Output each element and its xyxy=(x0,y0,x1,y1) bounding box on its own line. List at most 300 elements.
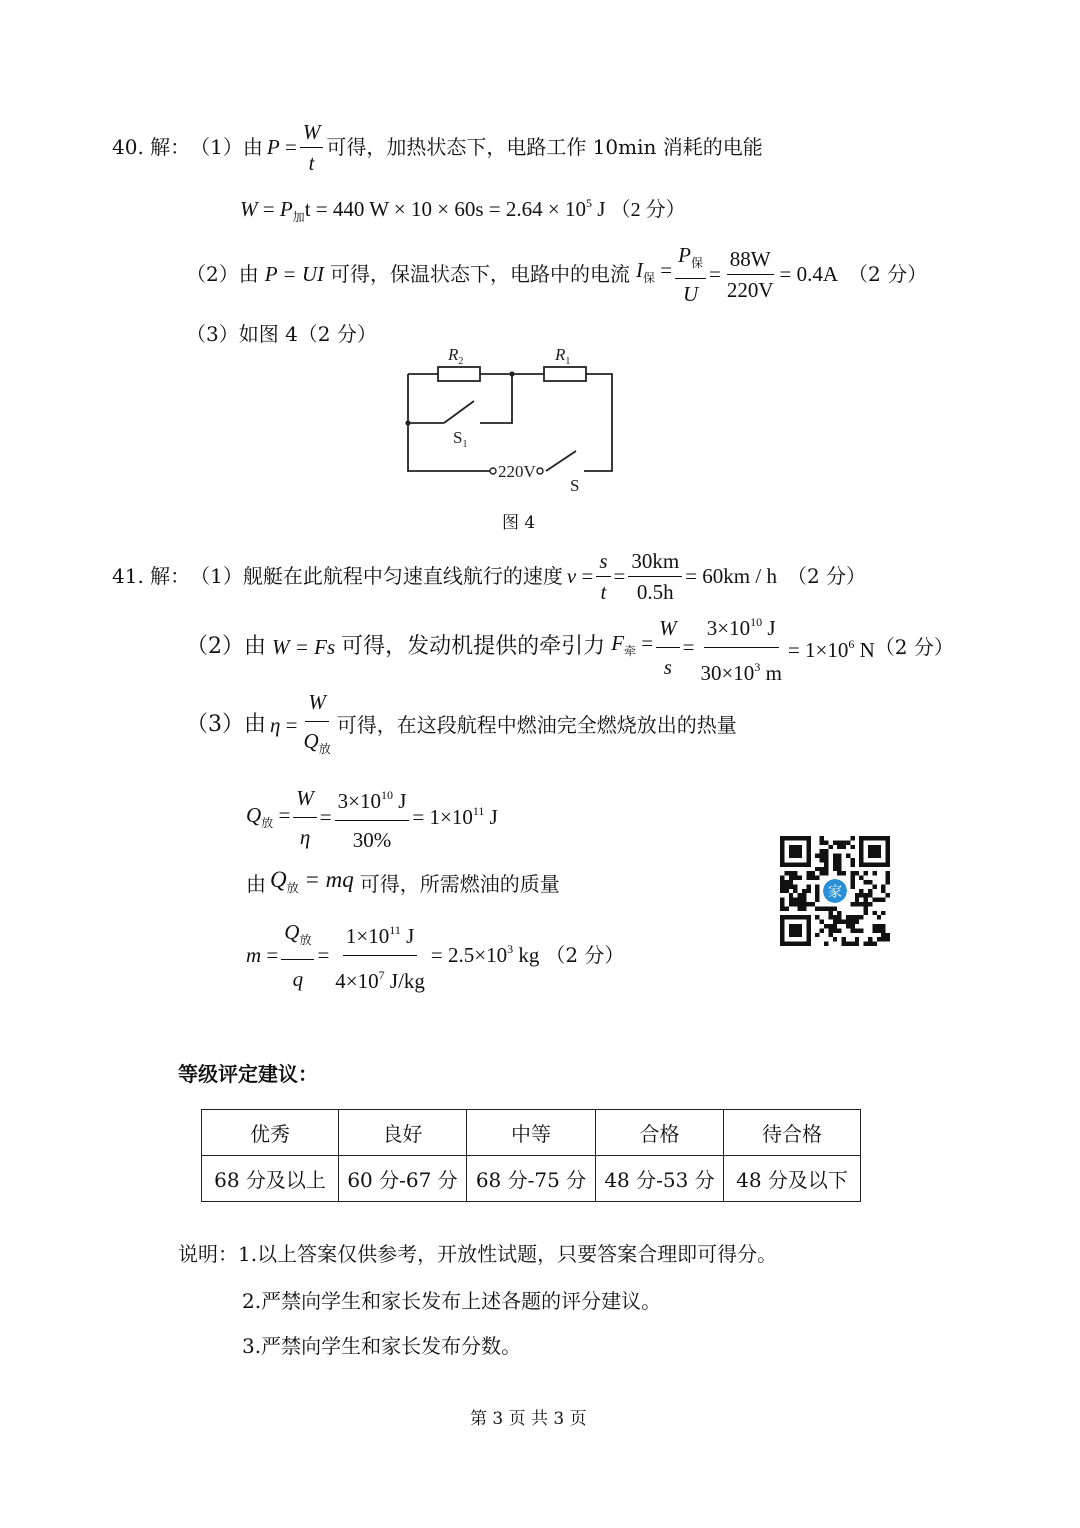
unit: m xyxy=(760,660,782,685)
var-i: I xyxy=(636,258,644,282)
frac-denominator: Q xyxy=(303,728,319,753)
exponent: 7 xyxy=(378,967,385,982)
qr-module xyxy=(842,840,846,844)
qr-module xyxy=(789,884,793,888)
exponent: 11 xyxy=(472,804,485,818)
qr-module xyxy=(855,871,859,875)
den-a: 4×10 xyxy=(335,968,379,993)
qr-module xyxy=(864,902,868,906)
result: = 60km / h xyxy=(685,564,777,588)
qr-module xyxy=(815,898,819,902)
qr-module xyxy=(828,924,832,928)
qr-module xyxy=(784,884,788,888)
sub-release: 放 xyxy=(286,881,299,895)
frac-denominator: t xyxy=(600,579,607,604)
qr-module xyxy=(837,840,841,844)
unit: J xyxy=(762,615,776,640)
frac-denominator: 30% xyxy=(352,827,392,852)
frac-numerator: W xyxy=(293,781,317,818)
fraction-s-t xyxy=(596,548,610,605)
qr-module xyxy=(868,902,872,906)
qr-module xyxy=(798,893,802,897)
qr-module xyxy=(780,889,784,893)
qr-module xyxy=(837,867,841,871)
qr-module xyxy=(855,893,859,897)
table-header-cell: 良好 xyxy=(339,1110,467,1156)
label-s1: S xyxy=(453,428,463,447)
sub-release: 放 xyxy=(299,932,312,947)
qr-module xyxy=(868,893,872,897)
exponent: 5 xyxy=(585,196,592,210)
qr-module xyxy=(850,928,854,932)
qr-module xyxy=(850,876,854,880)
qr-module xyxy=(820,928,824,932)
label-r1: R xyxy=(555,345,566,364)
qr-module xyxy=(872,871,876,875)
num-a: 1×10 xyxy=(345,923,390,948)
qr-module xyxy=(833,937,837,941)
qr-module xyxy=(828,928,832,932)
frac-denominator: q xyxy=(292,966,304,991)
qr-module xyxy=(789,893,793,897)
qr-module xyxy=(850,942,854,946)
qr-module xyxy=(850,862,854,866)
qr-module xyxy=(855,915,859,919)
unit: J xyxy=(591,197,606,221)
qr-module xyxy=(886,937,890,941)
note-item: 3.严禁向学生和家长发布分数。 xyxy=(242,1334,522,1358)
formula-w-fs: W = Fs xyxy=(272,635,336,659)
qr-module xyxy=(877,898,881,902)
num-a: 3×10 xyxy=(706,615,751,640)
note-item: 1.以上答案仅供参考，开放性试题，只要答案合理即可得分。 xyxy=(238,1242,778,1266)
qr-module xyxy=(811,871,815,875)
qr-module xyxy=(833,867,837,871)
frac-numerator: Q xyxy=(284,919,300,944)
qr-module xyxy=(824,858,828,862)
qr-module xyxy=(868,889,872,893)
qr-module xyxy=(789,898,793,902)
q41-mass-calc: m = $\frac{Q_放}{q}$ = $\frac{1\times 10^{11} J}{4\times 10^7 J/kg}$ = $2.5\times 10^3$ kg （2 分） xyxy=(246,920,624,990)
qr-module xyxy=(828,915,832,919)
qr-module xyxy=(881,937,885,941)
qr-module xyxy=(784,880,788,884)
qr-module xyxy=(824,906,828,910)
qr-module xyxy=(789,871,793,875)
table-header-cell: 待合格 xyxy=(724,1110,861,1156)
qr-module xyxy=(833,906,837,910)
frac-numerator: s xyxy=(596,548,610,577)
qr-module xyxy=(886,871,890,875)
qr-module xyxy=(850,902,854,906)
qr-module xyxy=(859,893,863,897)
qr-module xyxy=(855,920,859,924)
qr-module xyxy=(833,840,837,844)
exponent: 10 xyxy=(380,787,393,802)
qr-module xyxy=(780,884,784,888)
frac-denominator: 220V xyxy=(726,277,774,302)
q40-p1-lead: （1）由 xyxy=(190,135,263,159)
q40-number: 40. 解： xyxy=(112,135,191,159)
qr-module xyxy=(815,876,819,880)
qr-module xyxy=(789,902,793,906)
qr-module xyxy=(837,928,841,932)
var-v: v xyxy=(566,564,577,588)
qr-module xyxy=(824,871,828,875)
qr-module xyxy=(815,854,819,858)
qr-module xyxy=(855,898,859,902)
fraction-w-q xyxy=(301,685,334,766)
qr-module xyxy=(850,858,854,862)
terminal-left xyxy=(490,468,496,474)
qr-module xyxy=(798,876,802,880)
qr-module xyxy=(846,915,850,919)
qr-module xyxy=(881,889,885,893)
q40-p2-mid: 可得，保温状态下，电路中的电流 xyxy=(330,262,631,286)
wire xyxy=(480,374,512,423)
q41-p2-lead: （2）由 xyxy=(186,634,266,659)
qr-center-label: 家 xyxy=(827,884,843,901)
q41-mass-lead xyxy=(246,868,560,900)
exponent: 10 xyxy=(750,614,763,629)
qr-module xyxy=(780,880,784,884)
frac-denominator: U xyxy=(682,281,699,306)
qr-module xyxy=(864,893,868,897)
qr-module xyxy=(859,902,863,906)
qr-module xyxy=(881,884,885,888)
qr-module xyxy=(806,871,810,875)
qr-module xyxy=(846,942,850,946)
qr-module xyxy=(815,867,819,871)
q41-line1: 41. 解： （1）舰艇在此航程中匀速直线航行的速度 v = $\frac{s}{t}$ = $\frac{30km}{0.5h}$ = 60km / h （2 分） xyxy=(112,548,867,604)
lead: 由 xyxy=(246,872,266,896)
qr-module xyxy=(828,845,832,849)
qr-module xyxy=(815,933,819,937)
q41-p1-lead: （1）舰艇在此航程中匀速直线航行的速度 xyxy=(190,564,563,588)
qr-module xyxy=(837,920,841,924)
qr-module xyxy=(802,906,806,910)
qr-module xyxy=(877,915,881,919)
table-cell: 68 分-75 分 xyxy=(467,1156,596,1202)
qr-module xyxy=(864,880,868,884)
result: = 0.4A xyxy=(779,262,838,286)
qr-module xyxy=(824,942,828,946)
formula-p-ui: P = UI xyxy=(264,262,325,286)
resistor-r1 xyxy=(544,367,586,381)
qr-module xyxy=(872,924,876,928)
qr-module xyxy=(815,893,819,897)
qr-module xyxy=(864,911,868,915)
qr-module xyxy=(824,924,828,928)
qr-module xyxy=(833,924,837,928)
qr-module xyxy=(828,906,832,910)
qr-module xyxy=(828,911,832,915)
switch-s-blade xyxy=(546,451,576,471)
result: = 1×10 xyxy=(412,805,473,829)
qr-module xyxy=(793,876,797,880)
qr-module xyxy=(850,884,854,888)
label-s1-sub: 1 xyxy=(462,439,468,450)
calc-mid: t = 440 W × 10 × 60s = 2.64 × 10 xyxy=(304,197,586,221)
qr-module xyxy=(837,915,841,919)
fraction-88w-220v xyxy=(724,246,777,303)
qr-module xyxy=(784,889,788,893)
table-header-cell: 优秀 xyxy=(202,1110,339,1156)
qr-module xyxy=(872,911,876,915)
qr-module xyxy=(815,906,819,910)
note-item: 2.严禁向学生和家长发布上述各题的评分建议。 xyxy=(242,1289,662,1313)
exponent: 6 xyxy=(848,637,855,651)
qr-module xyxy=(780,876,784,880)
fraction-work-distance xyxy=(697,605,784,690)
resistor-r2 xyxy=(438,367,480,381)
qr-module xyxy=(850,924,854,928)
unit: J xyxy=(392,788,407,813)
score-label: （2 分） xyxy=(545,943,625,967)
exponent: 11 xyxy=(389,922,401,937)
qr-module xyxy=(842,871,846,875)
fraction-w-eta xyxy=(293,781,317,854)
table-row xyxy=(202,1110,861,1156)
qr-module xyxy=(872,942,876,946)
score-label: （2 分） xyxy=(786,564,867,588)
grading-table xyxy=(201,1109,861,1202)
qr-module xyxy=(815,889,819,893)
table-row xyxy=(202,1156,861,1202)
qr-module xyxy=(833,854,837,858)
svg-text:R2 xyxy=(447,345,463,367)
label-r1-sub: 1 xyxy=(565,356,571,367)
q40-p3: （3）如图 4（2 分） xyxy=(186,322,377,346)
qr-module xyxy=(820,849,824,853)
qr-code[interactable] xyxy=(780,836,890,946)
figure-caption: 图 4 xyxy=(502,513,536,533)
qr-module xyxy=(780,902,784,906)
frac-numerator: P xyxy=(678,242,691,267)
qr-module xyxy=(798,906,802,910)
var-q: Q xyxy=(270,867,287,892)
fraction-heat-value xyxy=(332,913,428,998)
qr-module xyxy=(833,928,837,932)
frac-numerator: W xyxy=(656,611,680,648)
fraction-30km-05h xyxy=(628,548,682,605)
exponent: 3 xyxy=(754,659,761,674)
qr-module xyxy=(850,836,854,840)
table-header-cell: 合格 xyxy=(596,1110,724,1156)
table-cell: 48 分-53 分 xyxy=(596,1156,724,1202)
qr-module xyxy=(837,854,841,858)
var-w: W xyxy=(240,197,258,221)
q41-p3-tail: 可得，在这段航程中燃油完全燃烧放出的热量 xyxy=(336,713,737,737)
qr-module xyxy=(868,880,872,884)
svg-text:R1 xyxy=(554,345,570,367)
fraction-q-q xyxy=(281,915,314,996)
qr-module xyxy=(842,920,846,924)
qr-module xyxy=(833,920,837,924)
qr-module xyxy=(886,876,890,880)
qr-module xyxy=(855,902,859,906)
q40-line2: （2）由 P = UI 可得，保温状态下，电路中的电流 $I_保$ = $\frac{P_保}{U}$ = $\frac{88W}{220V}$ = 0.4A （2 分） xyxy=(186,242,928,306)
qr-module xyxy=(850,845,854,849)
switch-s1-blade xyxy=(444,401,474,423)
qr-module xyxy=(846,840,850,844)
fraction-w-s xyxy=(656,611,680,684)
frac-denominator: 0.5h xyxy=(636,579,674,604)
exponent: 3 xyxy=(507,942,514,956)
qr-module xyxy=(855,928,859,932)
qr-module xyxy=(806,884,810,888)
qr-module xyxy=(828,933,832,937)
qr-module xyxy=(806,876,810,880)
qr-module xyxy=(784,871,788,875)
sub-keep: 保 xyxy=(643,271,656,285)
wire xyxy=(584,374,612,471)
qr-module xyxy=(859,889,863,893)
qr-module xyxy=(820,840,824,844)
note-line-1 xyxy=(178,1242,777,1266)
label-r2-sub: 2 xyxy=(458,356,464,367)
frac-numerator: W xyxy=(300,119,324,148)
unit: J xyxy=(400,923,415,948)
qr-module xyxy=(793,871,797,875)
qr-module xyxy=(824,854,828,858)
label-r2: R xyxy=(448,345,459,364)
qr-module xyxy=(846,924,850,928)
qr-module xyxy=(881,898,885,902)
score-label: （2 分） xyxy=(848,262,928,286)
qr-module xyxy=(850,920,854,924)
junction-dot xyxy=(405,420,410,425)
unit: N xyxy=(854,638,875,662)
fraction-p-u xyxy=(675,242,706,307)
qr-module xyxy=(806,889,810,893)
qr-module xyxy=(820,920,824,924)
qr-module xyxy=(842,942,846,946)
qr-module xyxy=(833,915,837,919)
qr-module xyxy=(793,889,797,893)
q40-p2-lead: （2）由 xyxy=(186,262,259,286)
qr-module xyxy=(780,906,784,910)
qr-module xyxy=(833,858,837,862)
q40-line1: 40. 解： （1）由 P = $\frac{W}{t}$ 可得，加热状态下，电路工作 10min 消耗的电能 xyxy=(112,119,763,175)
num-a: 3×10 xyxy=(337,788,381,813)
unit: J/kg xyxy=(384,968,425,993)
var-q: Q xyxy=(246,803,262,827)
frac-denominator: η xyxy=(299,824,311,849)
frac-numerator: 30km xyxy=(628,548,682,577)
unit: J xyxy=(484,805,498,829)
qr-module xyxy=(872,928,876,932)
table-header-cell: 中等 xyxy=(467,1110,596,1156)
qr-module xyxy=(850,915,854,919)
qr-module xyxy=(811,876,815,880)
qr-module xyxy=(820,854,824,858)
formula-mq: = mq xyxy=(298,867,354,892)
qr-module xyxy=(815,884,819,888)
qr-module xyxy=(877,928,881,932)
qr-module xyxy=(842,937,846,941)
svg-text:S1 xyxy=(453,428,467,450)
fraction-work-efficiency xyxy=(335,778,410,857)
var-m: m xyxy=(246,942,262,967)
qr-module xyxy=(872,898,876,902)
page-footer: 第 3 页 共 3 页 xyxy=(470,1409,587,1429)
qr-module xyxy=(793,898,797,902)
qr-module xyxy=(855,942,859,946)
qr-module xyxy=(881,928,885,932)
qr-module xyxy=(886,880,890,884)
qr-module xyxy=(820,871,824,875)
q40-formula-p: P xyxy=(266,135,280,159)
qr-module xyxy=(789,880,793,884)
unit: kg xyxy=(513,943,540,967)
qr-module xyxy=(820,906,824,910)
qr-module xyxy=(872,884,876,888)
frac-denominator: s xyxy=(663,654,672,679)
qr-module xyxy=(798,902,802,906)
qr-module xyxy=(784,906,788,910)
qr-module xyxy=(886,933,890,937)
qr-module xyxy=(881,911,885,915)
qr-module xyxy=(864,906,868,910)
qr-module xyxy=(793,902,797,906)
qr-module xyxy=(824,867,828,871)
qr-module xyxy=(837,862,841,866)
qr-module xyxy=(868,937,872,941)
qr-module xyxy=(868,942,872,946)
qr-module xyxy=(881,933,885,937)
label-s: S xyxy=(570,476,580,495)
qr-module xyxy=(798,898,802,902)
qr-module xyxy=(850,871,854,875)
qr-module xyxy=(820,867,824,871)
q41-p3-lead: （3）由 xyxy=(186,712,266,737)
q41-line3: （3）由 η = $\frac{W}{Q_放}$ 可得，在这段航程中燃油完全燃烧放出的热量 xyxy=(186,690,737,760)
qr-module xyxy=(837,911,841,915)
label-voltage: 220V xyxy=(498,462,536,481)
q41-line2: （2）由 W = Fs 可得，发动机提供的牵引力 $F_牵$ = $\frac{W}{s}$ = $\frac{3\times 10^{10} J}{30\times 10^3 m}$ = $1\times 10^6$ N （2 分） xyxy=(186,612,954,682)
var-eta: η xyxy=(270,713,281,737)
terminal-right xyxy=(537,468,543,474)
qr-module xyxy=(820,836,824,840)
qr-module xyxy=(842,845,846,849)
qr-module xyxy=(802,889,806,893)
var-f: F xyxy=(611,631,625,655)
qr-module xyxy=(877,937,881,941)
qr-module xyxy=(802,898,806,902)
qr-module xyxy=(846,854,850,858)
qr-module xyxy=(837,845,841,849)
qr-module xyxy=(780,898,784,902)
q41-number: 41. 解： xyxy=(112,564,191,588)
q40-fraction-w-t xyxy=(300,119,324,176)
qr-module xyxy=(864,942,868,946)
qr-module xyxy=(859,876,863,880)
qr-module xyxy=(859,915,863,919)
result: = 2.5×10 xyxy=(430,943,508,967)
qr-module xyxy=(837,858,841,862)
sub-pull: 牵 xyxy=(624,644,637,658)
score-label: （2 分） xyxy=(610,199,686,221)
qr-module xyxy=(837,871,841,875)
table-cell: 68 分及以上 xyxy=(202,1156,339,1202)
result: = 1×10 xyxy=(787,638,849,662)
q41-p2-mid: 可得，发动机提供的牵引力 xyxy=(341,634,606,659)
qr-module xyxy=(802,893,806,897)
frac-denominator: t xyxy=(308,150,315,175)
q41-heat-calc: $Q_放$ = $\frac{W}{\eta}$ = $\frac{3\times 10^{10} J}{30\%}$ = $1\times 10^{11}$ J xyxy=(246,782,498,852)
q40-energy-calc: $W = P_加t = 440$ $W \times 10 \times 60s = 2.64 \times 10^5$ J （2 分） xyxy=(240,196,686,224)
